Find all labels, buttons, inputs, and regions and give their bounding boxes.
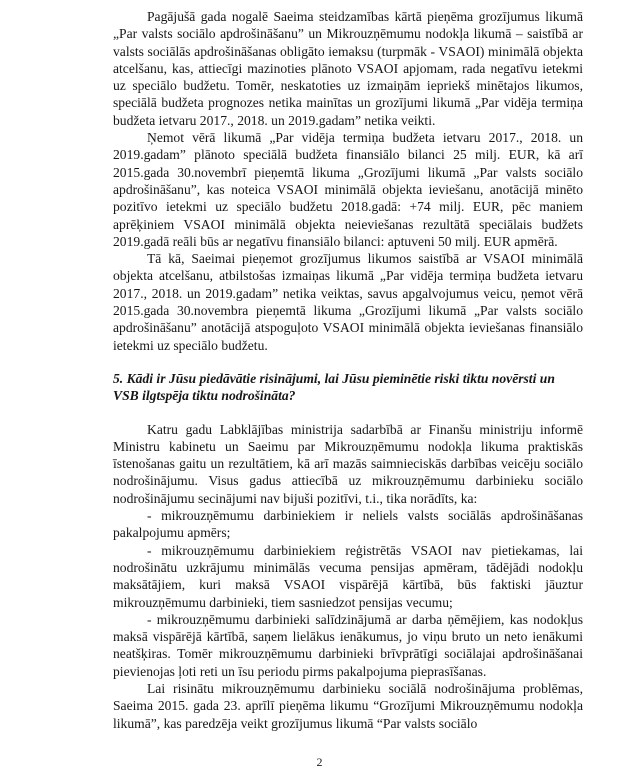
- list-item: - mikrouzņēmumu darbiniekiem reģistrētās VSAOI nav pietiekamas, lai nodrošinātu uzkrājumu minimālās vecuma pensijas apmēram, tādējādi nodokļu maksātājiem, kuri maksā VSAOI vispārējā kārtībā, būs faktiski jāuztur mikrouzņēmumu darbinieki, tiem sasniedzot pensijas vecumu;: [113, 542, 583, 610]
- spacer: [113, 405, 583, 421]
- question-heading: 5. Kādi ir Jūsu piedāvātie risinājumi, lai Jūsu pieminētie riski tiktu novērsti un VSB ilgtspēja tiktu nodrošināta?: [113, 370, 555, 404]
- page-number: 2: [316, 755, 323, 769]
- paragraph-answer-intro: Katru gadu Labklājības ministrija sadarbībā ar Finanšu ministriju informē Ministru kabinetu un Saeimu par Mikrouzņēmumu nodokļa likuma praktiskās īstenošanas gaitu un rezultātiem, kā arī mazās saimnieciskās darbības veicēju sociālo nodrošinājumu. Visus gadus attiecībā uz mikrouzņēmumu darbinieku sociālo nodrošinājumu secinājumi nav bijuši pozitīvi, t.i., tika norādīts, ka:: [113, 421, 583, 506]
- paragraph-budget-amendments: Pagājušā gada nogalē Saeima steidzamības kārtā pieņēma grozījumus likumā „Par valsts sociālo apdrošināšanu” un Mikrouzņēmumu nodokļa likumā – saistībā ar valsts sociālās apdrošināšanas obligāto iemaksu (turpmāk - VSAOI) minimālā objekta atcelšanu, kas, attiecīgi mazinoties plānoto VSAOI apjomam, rada negatīvu ietekmi uz speciālo budžetu. Tomēr, neskatoties uz izmaiņām iepriekš minētajos likumos, speciālā budžeta prognozes netika mainītas un grozījumi likumā „Par vidēja termiņa budžeta ietvaru 2017., 2018. un 2019.gadam” netika veikti.: [113, 9, 583, 128]
- paragraph-closing: Lai risinātu mikrouzņēmumu darbinieku sociālā nodrošinājuma problēmas, Saeima 2015. gada 23. aprīlī pieņēma likumu “Grozījumi Mikrouzņēmumu nodokļa likumā”, kas paredzēja veikt grozījumus likumā “Par valsts sociālo: [113, 680, 583, 731]
- document-body: [113, 8, 583, 732]
- paragraph-assertions: Tā kā, Saeimai pieņemot grozījumus likumos saistībā ar VSAOI minimālā objekta atcelšanu, atbilstošas izmaiņas likumā „Par vidēja termiņa budžeta ietvaru 2017., 2018. un 2019.gadam” netika veiktas, savus apgalvojumus veicu, ņemot vērā 2015.gada 30.novembra pieņemtā likuma „Grozījumi likumā „Par valsts sociālo apdrošināšanu” anotācijā atspoguļoto VSAOI minimālā objekta ieviešanas finansiālo ietekmi uz speciālo budžetu.: [113, 251, 583, 353]
- paragraph-financial-balance: Ņemot vērā likumā „Par vidēja termiņa budžeta ietvaru 2017., 2018. un 2019.gadam” plānoto speciālā budžeta finansiālo bilanci 25 milj. EUR, kā arī 2015.gada 30.novembrī pieņemtā likuma „Grozījumi likumā „Par valsts sociālo apdrošināšanu”, kas noteica VSAOI minimālā objekta ieviešanu, anotācijā minēto pozitīvo ietekmi uz speciālo budžetu 2018.gadā: +74 milj. EUR, pēc maniem aprēķiniem VSAOI minimālā objekta neieviešanas rezultātā speciālais budžets 2019.gadā reāli būs ar negatīvu finansiālo bilanci: aptuveni 50 milj. EUR apmērā.: [113, 130, 583, 249]
- list-item: - mikrouzņēmumu darbinieki salīdzinājumā ar darba ņēmējiem, kas nodokļus maksā vispārējā kārtībā, saņem lielākus ienākumus, jo viņu bruto un neto ienākumi neatšķiras. Tomēr mikrouzņēmumu darbinieki brīvprātīgi sociālajai apdrošināšanai pievienojas ļoti reti un īsu periodu pirms pakalpojuma pieprasīšanas.: [113, 611, 583, 679]
- list-item: - mikrouzņēmumu darbiniekiem ir neliels valsts sociālās apdrošināšanas pakalpojumu apmērs;: [113, 508, 583, 541]
- spacer: [113, 354, 583, 370]
